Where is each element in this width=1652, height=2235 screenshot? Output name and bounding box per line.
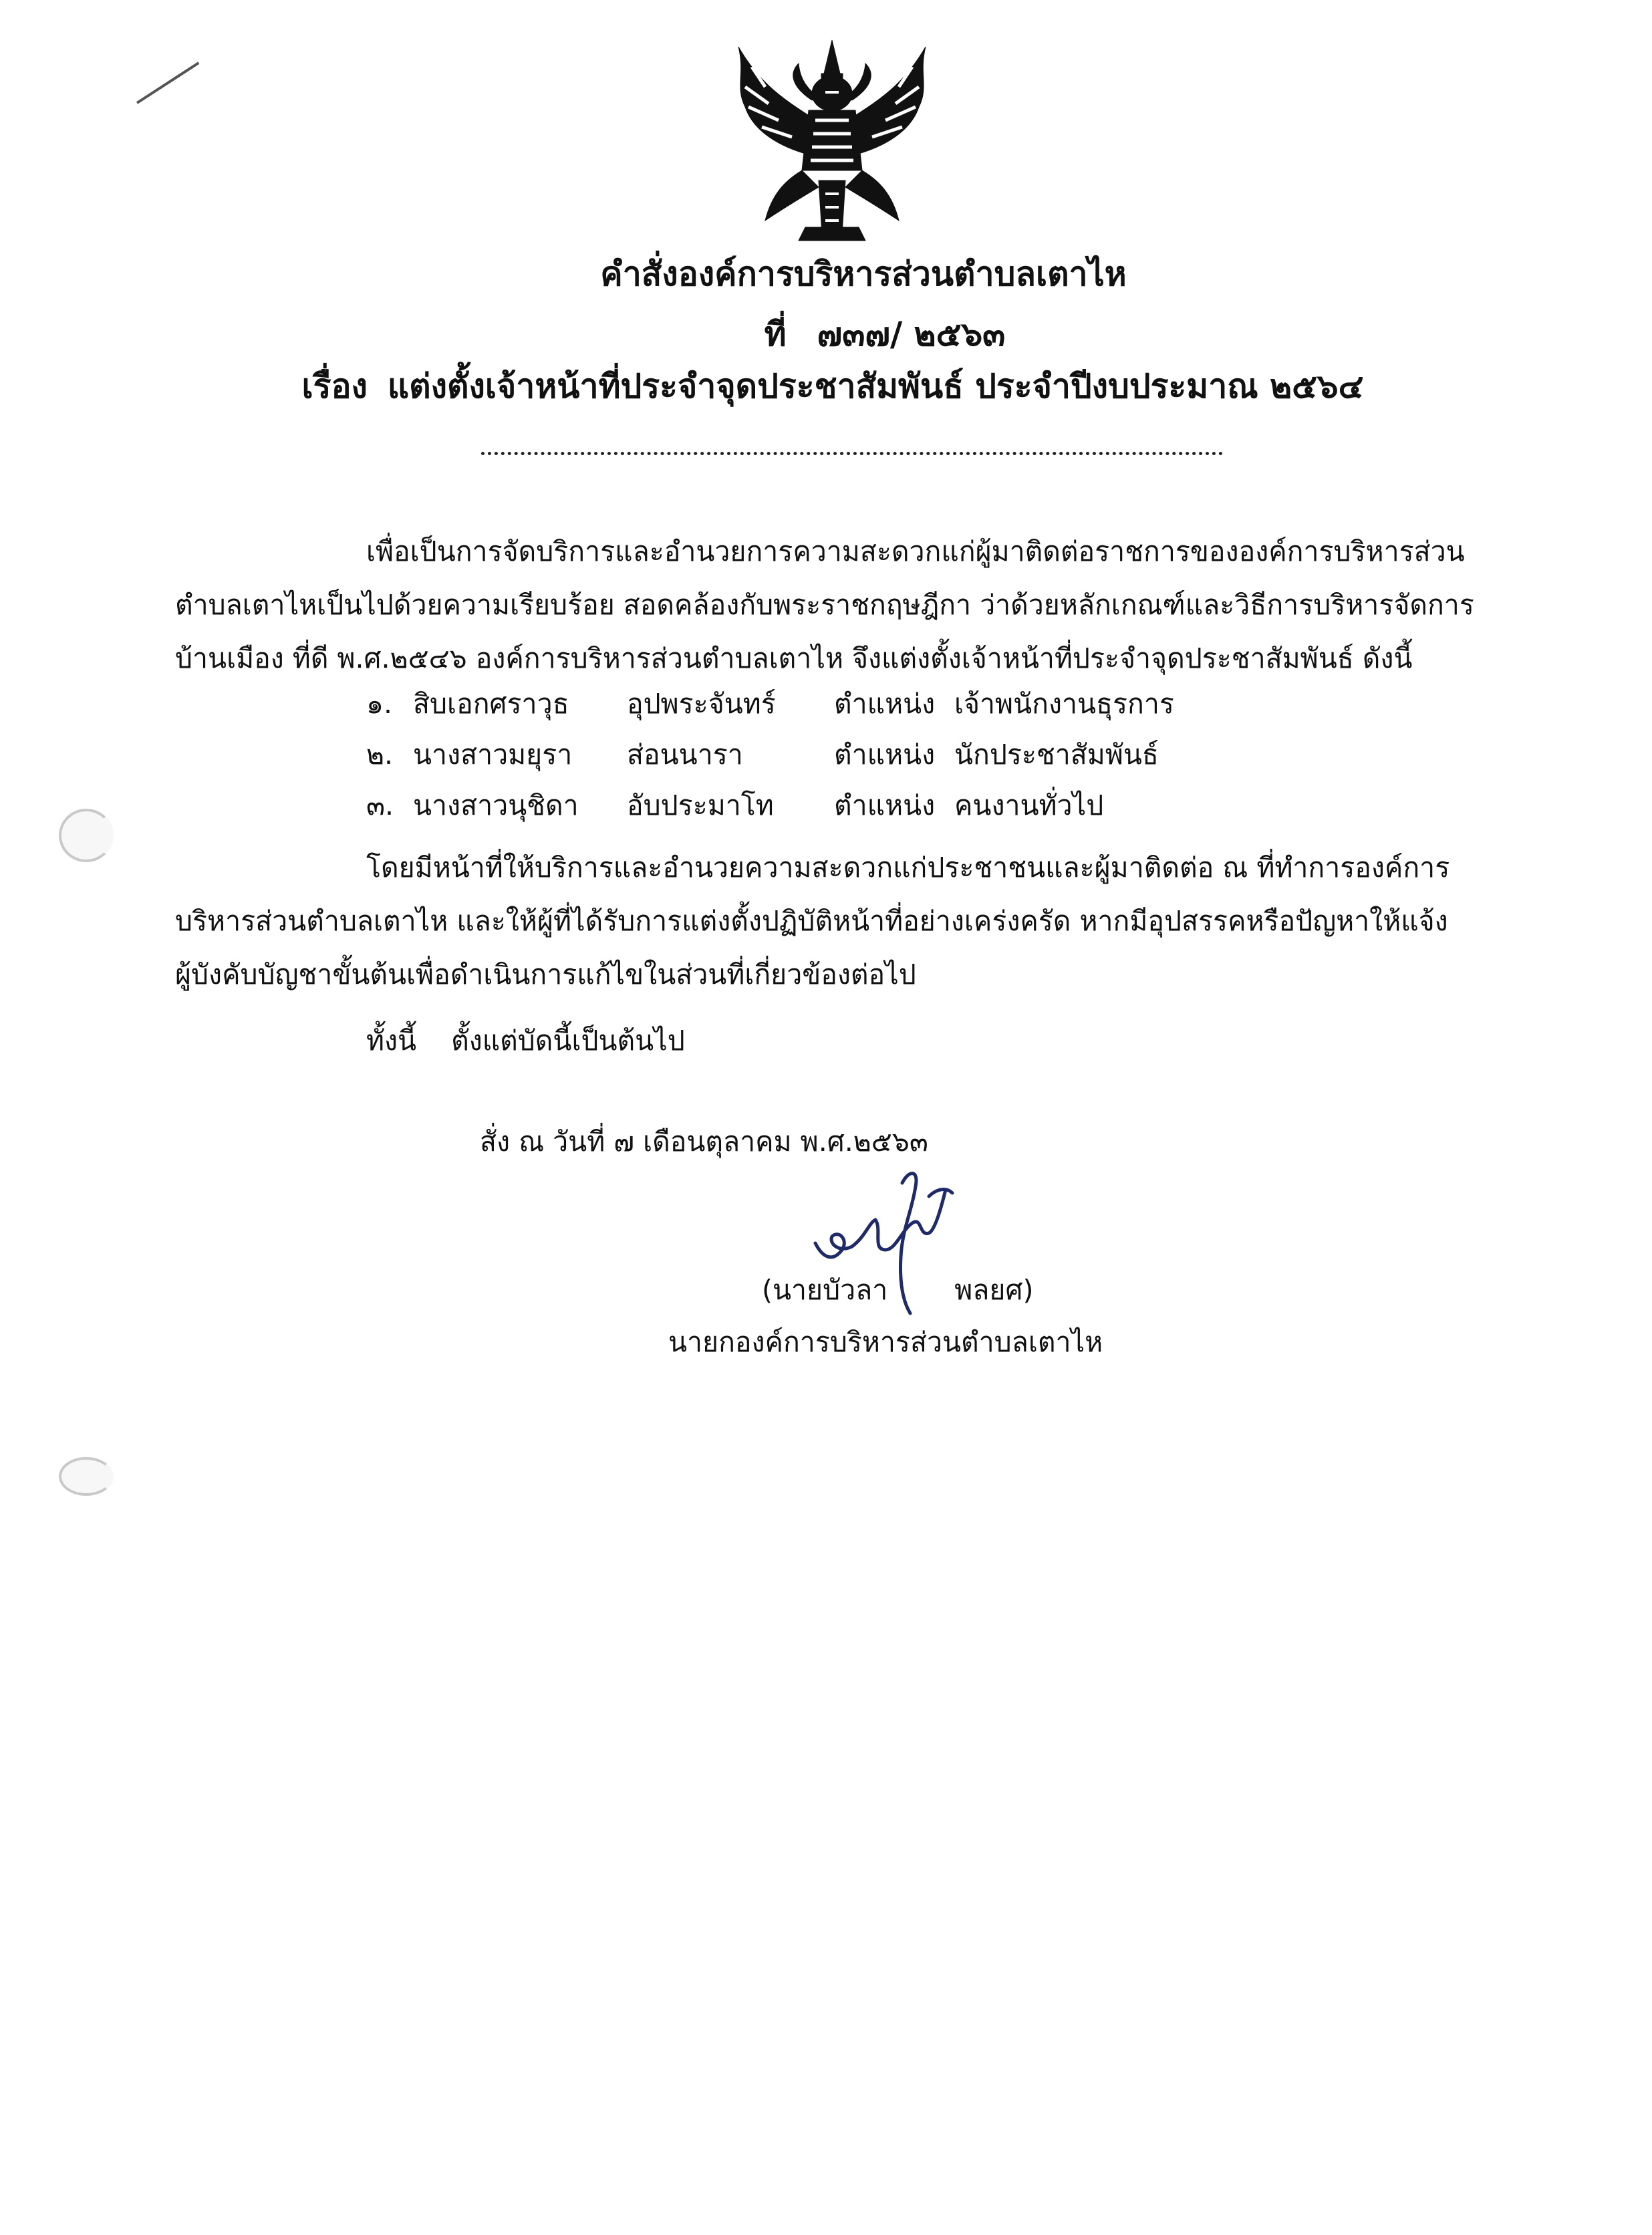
- staff-position-label: ตำแหน่ง: [834, 739, 936, 771]
- staff-position: นักประชาสัมพันธ์: [954, 739, 1159, 771]
- staff-number: ๑.: [366, 688, 393, 720]
- staff-number: ๓.: [366, 789, 394, 821]
- staff-row: [366, 780, 1302, 831]
- signatory-title: นายกองค์การบริหารส่วนตำบลเตาไห: [668, 1326, 1103, 1358]
- punch-hole: [59, 1457, 114, 1496]
- subject-line: [7, 366, 1652, 406]
- signatory-name-open: (นายบัวลา: [762, 1274, 888, 1306]
- staff-position: คนงานทั่วไป: [954, 789, 1104, 821]
- dotted-divider: [481, 452, 1223, 455]
- staff-row: [366, 678, 1302, 729]
- paragraph2-line: โดยมีหน้าที่ให้บริการและอำนวยความสะดวกแก่ประชาชนและผู้มาติดต่อ ณ ที่ทำการองค์การ: [366, 851, 1450, 884]
- subject-label: เรื่อง: [301, 367, 368, 406]
- staff-position-label: ตำแหน่ง: [834, 789, 936, 821]
- paragraph2-line: บริหารส่วนตำบลเตาไห และให้ผู้ที่ได้รับการแต่งตั้งปฏิบัติหน้าที่อย่างเคร่งครัด หากมีอุปสรรคหรือปัญหาให้แจ้ง: [175, 905, 1448, 937]
- staff-surname: อุปพระจันทร์: [627, 688, 776, 720]
- staff-number: ๒.: [366, 739, 394, 771]
- signatory-name: [762, 1263, 1033, 1317]
- paragraph1-line: เพื่อเป็นการจัดบริการและอำนวยการความสะดวกแก่ผู้มาติดต่อราชการขององค์การบริหารส่วน: [366, 535, 1465, 567]
- subject-value: แต่งตั้งเจ้าหน้าที่ประจำจุดประชาสัมพันธ์ ประจำปีงบประมาณ ๒๕๖๔: [387, 367, 1364, 406]
- staff-name: สิบเอกศราวุธ: [413, 688, 569, 720]
- paragraph1-line: บ้านเมือง ที่ดี พ.ศ.๒๕๔๖ องค์การบริหารส่วนตำบลเตาไห จึงแต่งตั้งเจ้าหน้าที่ประจำจุดประชาสัมพันธ์ ดังนี้: [175, 642, 1413, 674]
- order-date: สั่ง ณ วันที่ ๗ เดือนตุลาคม พ.ศ.๒๕๖๓: [480, 1126, 928, 1158]
- effective-text: ตั้งแต่บัดนี้เป็นต้นไป: [451, 1025, 685, 1057]
- order-number-label: ที่: [764, 315, 787, 354]
- staff-name: นางสาวนุชิดา: [413, 789, 579, 821]
- staff-name: นางสาวมยุรา: [413, 739, 573, 771]
- staff-row: [366, 729, 1302, 780]
- staff-surname: ส่อนนารา: [627, 739, 743, 771]
- staff-position-label: ตำแหน่ง: [834, 688, 936, 720]
- garuda-emblem-icon: [725, 27, 939, 247]
- order-number-value: ๗๓๗/ ๒๕๖๓: [817, 315, 1006, 354]
- effective-line: [366, 1014, 685, 1067]
- staff-list: [366, 678, 1302, 831]
- staff-position: เจ้าพนักงานธุรการ: [954, 688, 1174, 720]
- staff-surname: อับประมาโท: [627, 789, 774, 821]
- document-title: คำสั่งองค์การบริหารส่วนตำบลเตาไห: [600, 255, 1127, 293]
- signatory-name-close: พลยศ): [954, 1274, 1034, 1306]
- effective-label: ทั้งนี้: [366, 1025, 417, 1057]
- paragraph2-line: ผู้บังคับบัญชาขั้นต้นเพื่อดำเนินการแก้ไขในส่วนที่เกี่ยวข้องต่อไป: [175, 958, 916, 991]
- punch-hole: [59, 809, 114, 862]
- order-number-line: [59, 314, 1652, 354]
- paragraph1-line: ตำบลเตาไหเป็นไปด้วยความเรียบร้อย สอดคล้องกับพระราชกฤษฎีกา ว่าด้วยหลักเกณฑ์และวิธีการบริหารจัดการ: [175, 589, 1474, 621]
- scan-pen-mark: [136, 61, 199, 104]
